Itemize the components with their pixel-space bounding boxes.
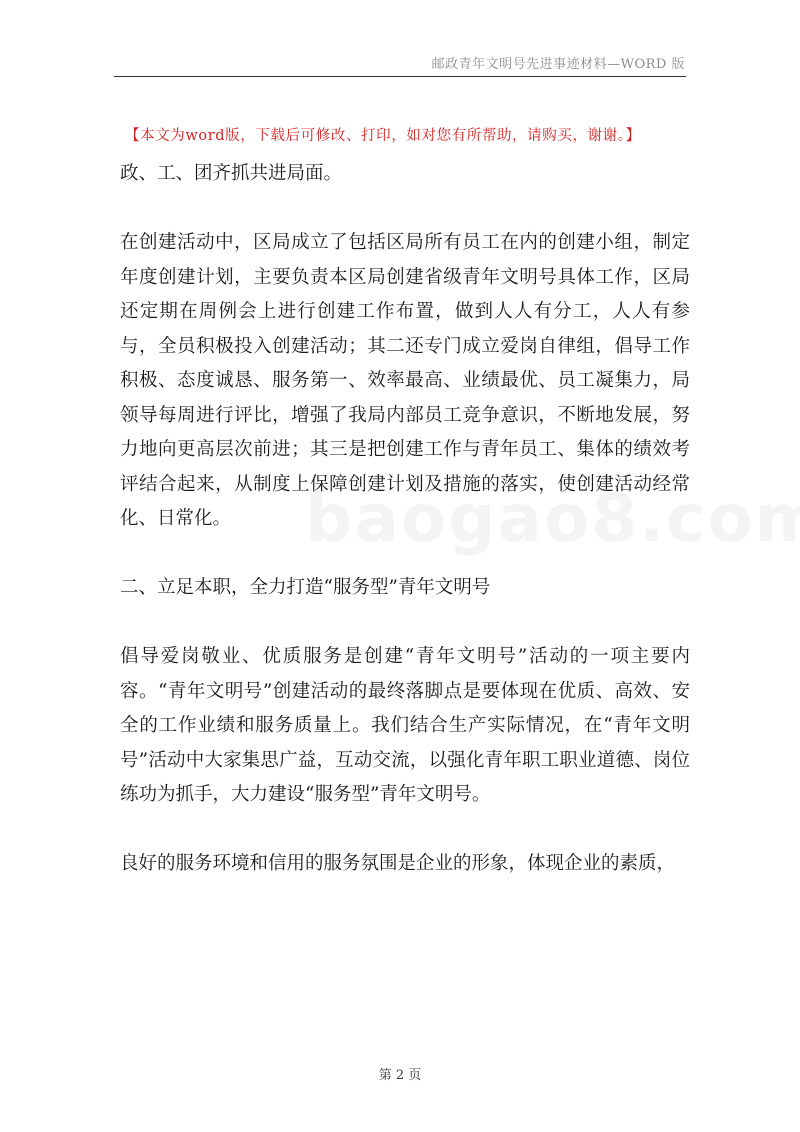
paragraph: 在创建活动中，区局成立了包括区局所有员工在内的创建小组，制定年度创建计划，主要负责本区局创建省级青年文明号具体工作，区局还定期在周例会上进行创建工作布置，做到人人有分工，人人有参与，全员积极投入创建活动；其二还专门成立爱岗自律组，倡导工作积极、态度诚恳、服务第一、效率最高、业绩最优、员工凝集力，局领导每周进行评比，增强了我局内部员工竞争意识，不断地发展，努力地向更高层次前进；其三是把创建工作与青年员工、集体的绩效考评结合起来，从制度上保障创建计划及措施的落实，使创建活动经常化、日常化。: [120, 232, 690, 529]
paragraph: 良好的服务环境和信用的服务氛围是企业的形象，体现企业的素质，: [120, 853, 676, 874]
download-notice: 【本文为word版，下载后可修改、打印，如对您有所帮助，请购买，谢谢。】: [125, 128, 641, 144]
paragraph: 倡导爱岗敬业、优质服务是创建“青年文明号”活动的一项主要内容。“青年文明号”创建活动的最终落脚点是要体现在优质、高效、安全的工作业绩和服务质量上。我们结合生产实际情况，在“青年文明号”活动中大家集思广益，互动交流，以强化青年职工职业道德、岗位练功为抓手，大力建设“服务型”青年文明号。: [120, 646, 690, 805]
page-header: 邮政青年文明号先进事迹材料—WORD 版: [431, 57, 685, 72]
paragraph: 政、工、团齐抓共进局面。: [120, 163, 343, 184]
header-rule: [114, 76, 686, 77]
section-heading: 二、立足本职，全力打造“服务型”青年文明号: [120, 577, 491, 598]
page-number: 第 2 页: [378, 1068, 422, 1083]
document-body: [120, 157, 690, 916]
